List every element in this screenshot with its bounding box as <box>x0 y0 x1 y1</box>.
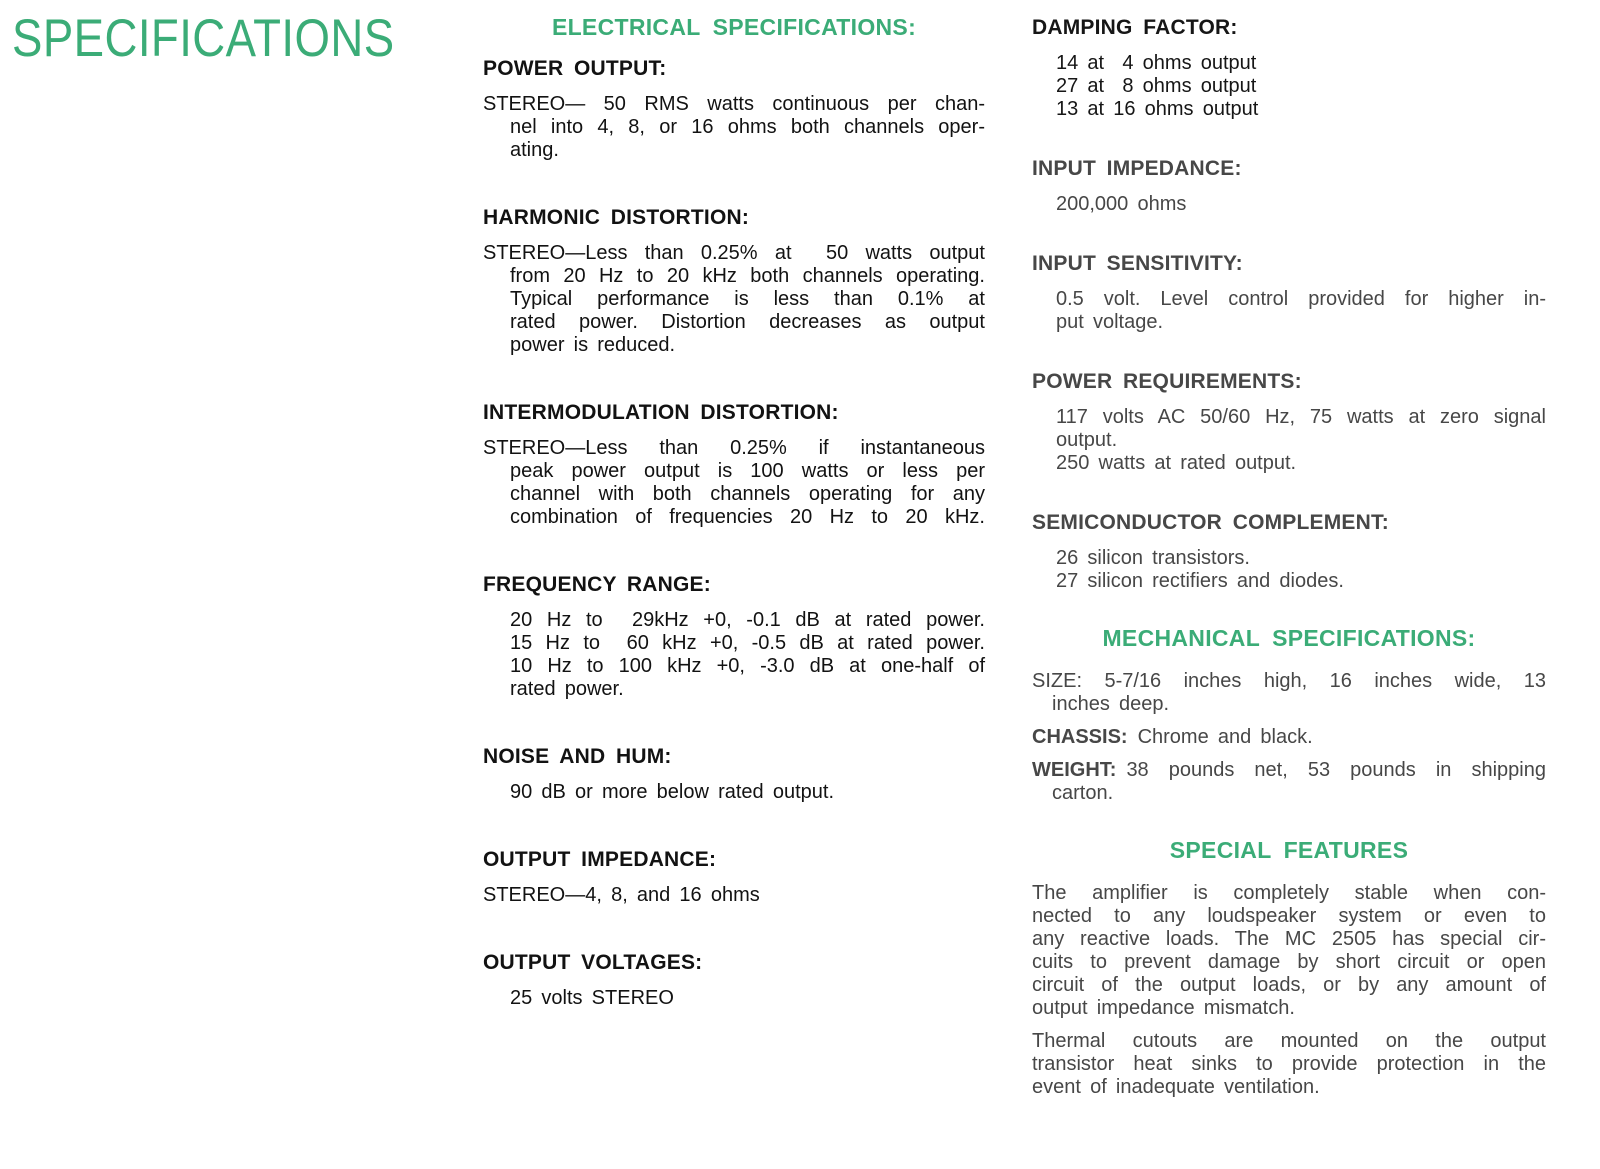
spec-line: ating. <box>510 139 559 161</box>
spec-paragraph <box>483 93 985 162</box>
spec-paragraph <box>1032 406 1546 475</box>
spec-paragraph <box>483 609 985 701</box>
term-label: WEIGHT: <box>1032 759 1117 781</box>
spec-line: channel with both channels operating for any <box>510 483 985 505</box>
spec-line: 26 silicon transistors. <box>1056 547 1250 569</box>
spec-paragraph <box>1032 759 1546 805</box>
section-title: INPUT SENSITIVITY: <box>1032 252 1243 275</box>
spec-paragraph <box>1032 882 1546 1020</box>
spec-line: SIZE: 5-7/16 inches high, 16 inches wide, 13 <box>1032 670 1546 692</box>
spec-line: STEREO— 50 RMS watts continuous per chan- <box>483 93 985 115</box>
spec-paragraph <box>483 884 985 907</box>
spec-line: put voltage. <box>1056 311 1164 333</box>
spec-line: rated power. Distortion decreases as output <box>510 311 985 333</box>
spec-paragraph <box>1032 288 1546 334</box>
spec-line: WEIGHT: 38 pounds net, 53 pounds in shipping <box>1032 759 1546 781</box>
section-title: INTERMODULATION DISTORTION: <box>483 401 839 424</box>
spec-line: 27 silicon rectifiers and diodes. <box>1056 570 1344 592</box>
spec-line: 13 at 16 ohms output <box>1056 98 1259 120</box>
spec-paragraph <box>483 781 985 804</box>
section-title: INPUT IMPEDANCE: <box>1032 157 1242 180</box>
spec-line: power is reduced. <box>510 334 676 356</box>
section-title: HARMONIC DISTORTION: <box>483 206 750 229</box>
spec-paragraph <box>1032 670 1546 716</box>
spec-line: STEREO—4, 8, and 16 ohms <box>483 884 760 906</box>
spec-line: 250 watts at rated output. <box>1056 452 1297 474</box>
spec-line: 27 at 8 ohms output <box>1056 75 1257 97</box>
group-heading: ELECTRICAL SPECIFICATIONS: <box>551 14 917 40</box>
spec-line: transistor heat sinks to provide protection in the <box>1032 1053 1546 1075</box>
spec-paragraph <box>1032 193 1546 216</box>
spec-line: 10 Hz to 100 kHz +0, -3.0 dB at one-half of <box>510 655 985 677</box>
section-title: FREQUENCY RANGE: <box>483 573 711 596</box>
spec-line: 14 at 4 ohms output <box>1056 52 1257 74</box>
section-title: NOISE AND HUM: <box>483 745 672 768</box>
group-heading: SPECIAL FEATURES <box>1169 837 1409 863</box>
spec-paragraph <box>483 987 985 1010</box>
spec-line: cuits to prevent damage by short circuit or open <box>1032 951 1546 973</box>
section-title: OUTPUT VOLTAGES: <box>483 951 703 974</box>
spec-paragraph <box>1032 1030 1546 1099</box>
page-title: SPECIFICATIONS <box>12 9 395 68</box>
right-column <box>1032 16 1546 1099</box>
spec-paragraph <box>483 242 985 357</box>
spec-line: STEREO—Less than 0.25% at 50 watts output <box>483 242 985 264</box>
spec-line: any reactive loads. The MC 2505 has special cir- <box>1032 928 1546 950</box>
spec-paragraph <box>1032 52 1546 121</box>
spec-line: 200,000 ohms <box>1056 193 1187 215</box>
section-title: DAMPING FACTOR: <box>1032 16 1238 39</box>
spec-line: 15 Hz to 60 kHz +0, -0.5 dB at rated power. <box>510 632 985 654</box>
spec-paragraph <box>1032 726 1546 749</box>
spec-line: inches deep. <box>1052 693 1170 715</box>
spec-line: STEREO—Less than 0.25% if instantaneous <box>483 437 985 459</box>
spec-paragraph <box>1032 547 1546 593</box>
spec-line: output impedance mismatch. <box>1032 997 1295 1019</box>
spec-line: from 20 Hz to 20 kHz both channels operating. <box>510 265 985 287</box>
spec-line: peak power output is 100 watts or less per <box>510 460 985 482</box>
spec-line: combination of frequencies 20 Hz to 20 kHz. <box>510 506 985 528</box>
term-label: CHASSIS: <box>1032 726 1128 748</box>
spec-line: 90 dB or more below rated output. <box>510 781 835 803</box>
spec-line: rated power. <box>510 678 624 700</box>
spec-line: Typical performance is less than 0.1% at <box>510 288 985 310</box>
section-title: POWER REQUIREMENTS: <box>1032 370 1302 393</box>
spec-line: event of inadequate ventilation. <box>1032 1076 1320 1098</box>
electrical-column <box>483 14 985 1010</box>
group-heading: MECHANICAL SPECIFICATIONS: <box>1102 625 1476 651</box>
spec-line: Thermal cutouts are mounted on the output <box>1032 1030 1546 1052</box>
section-title: POWER OUTPUT: <box>483 57 667 80</box>
spec-line: 25 volts STEREO <box>510 987 674 1009</box>
spec-line: output. <box>1056 429 1118 451</box>
spec-line: 117 volts AC 50/60 Hz, 75 watts at zero signal <box>1056 406 1546 428</box>
spec-line: 20 Hz to 29kHz +0, -0.1 dB at rated power. <box>510 609 985 631</box>
spec-line: nected to any loudspeaker system or even to <box>1032 905 1546 927</box>
spec-line: carton. <box>1052 782 1114 804</box>
spec-line: nel into 4, 8, or 16 ohms both channels oper- <box>510 116 985 138</box>
spec-line: The amplifier is completely stable when con- <box>1032 882 1546 904</box>
section-title: SEMICONDUCTOR COMPLEMENT: <box>1032 511 1389 534</box>
spec-line: circuit of the output loads, or by any amount of <box>1032 974 1546 996</box>
spec-line: CHASSIS: Chrome and black. <box>1032 726 1313 748</box>
spec-line: 0.5 volt. Level control provided for higher in- <box>1056 288 1546 310</box>
section-title: OUTPUT IMPEDANCE: <box>483 848 717 871</box>
spec-paragraph <box>483 437 985 529</box>
